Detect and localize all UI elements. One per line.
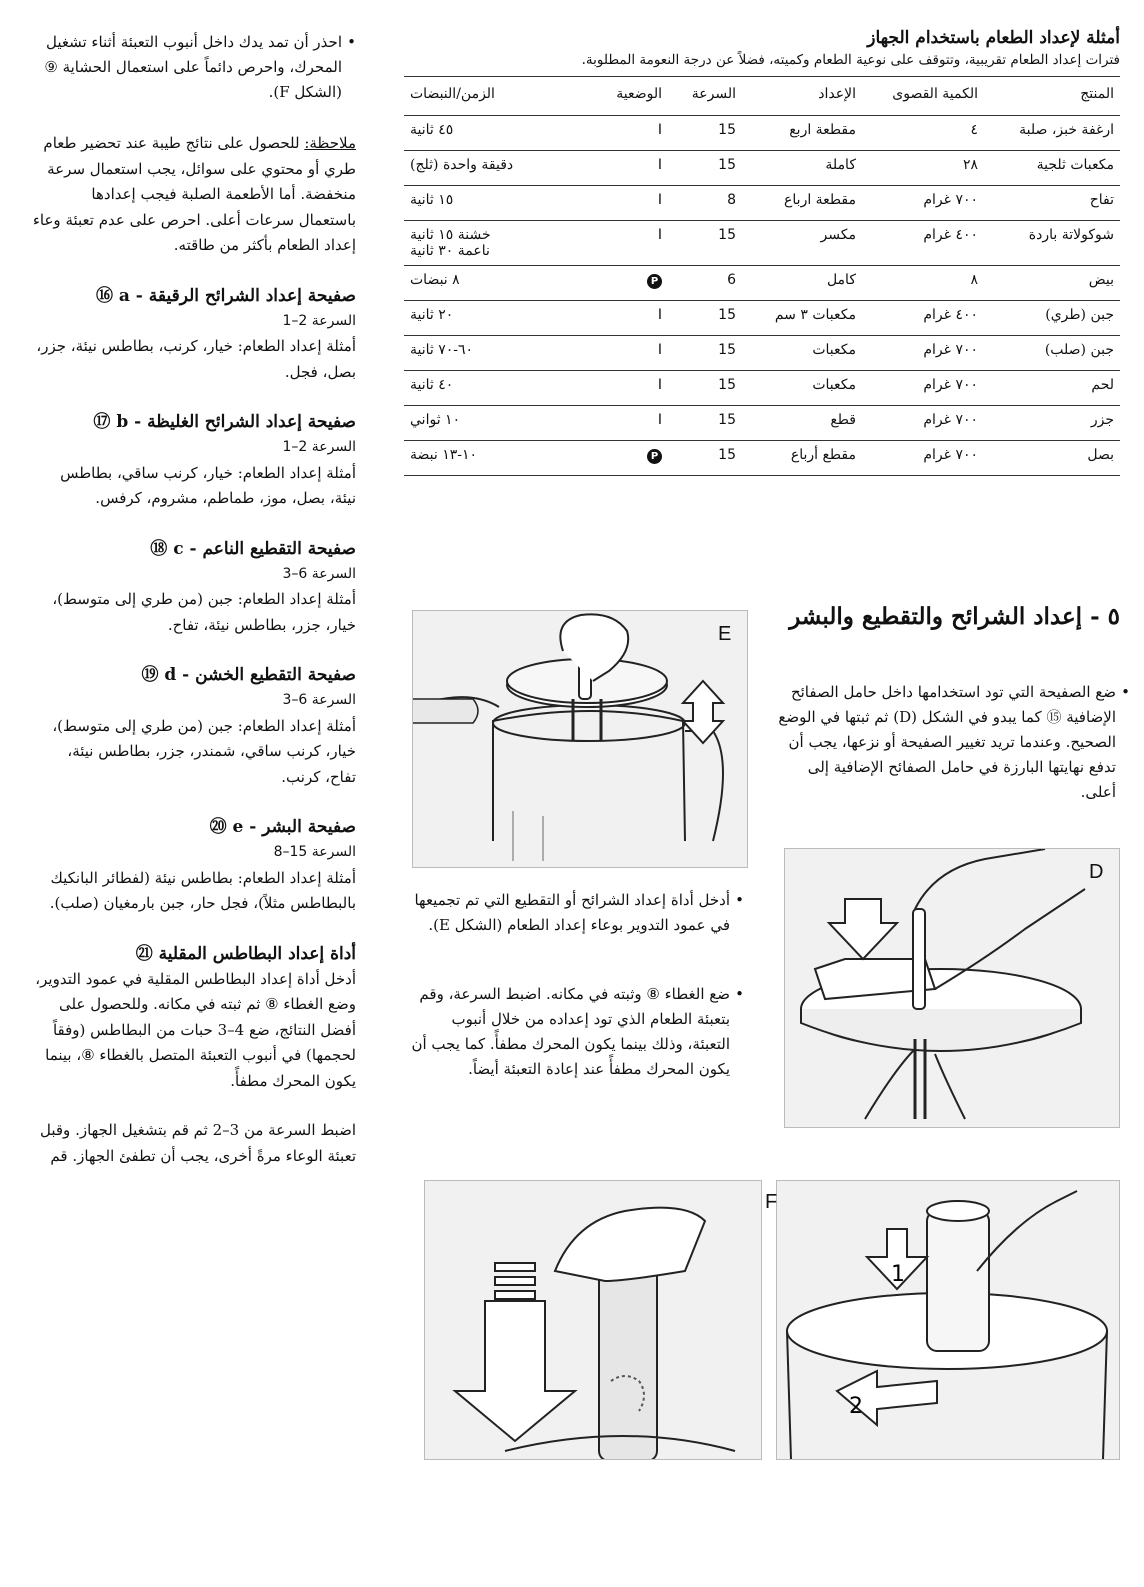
- header-product: المنتج: [984, 77, 1120, 116]
- cell-product: بيض: [984, 266, 1120, 301]
- cell-max-qty: ٧٠٠ غرام: [862, 186, 984, 221]
- cell-prep: مكعبات ٣ سم: [742, 301, 862, 336]
- disc-c-examples: أمثلة إعداد الطعام: جبن (من طري إلى متوسط)، خيار، جزر، بطاطس نيئة، تفاح.: [52, 590, 356, 634]
- pulse-position-icon: P: [647, 449, 662, 464]
- cell-product: ارغفة خبز، صلبة: [984, 116, 1120, 151]
- disc-d-examples: أمثلة إعداد الطعام: جبن (من طري إلى متوسط)، خيار، كرنب ساقي، شمندر، جزر، بطاطس نيئة، تفاح، كرنب.: [52, 716, 356, 786]
- cell-prep: مقطعة اربع: [742, 116, 862, 151]
- disc-d-speed: السرعة 6–3: [282, 692, 356, 708]
- cell-speed: 15: [668, 371, 742, 406]
- disc-a-title: صفيحة إعداد الشرائح الرقيقة - a ⑯: [95, 285, 356, 306]
- section-5-title: ٥ - إعداد الشرائح والتقطيع والبشر: [789, 603, 1120, 630]
- cell-time: دقيقة واحدة (ثلج): [404, 151, 590, 186]
- cell-time: ٤٠ ثانية: [404, 371, 590, 406]
- cell-position: [590, 116, 668, 151]
- disc-b-speed: السرعة 2–1: [282, 439, 356, 455]
- figure-f-right-illustration: [777, 1181, 1119, 1459]
- table-title: أمثلة لإعداد الطعام باستخدام الجهاز: [867, 28, 1120, 48]
- disc-c-speed: السرعة 6–3: [282, 565, 356, 582]
- cell-product: جبن (طري): [984, 301, 1120, 336]
- figure-e: [412, 610, 748, 868]
- cell-product: جزر: [984, 406, 1120, 441]
- on-position-icon: I: [657, 412, 662, 428]
- cell-max-qty: ٧٠٠ غرام: [862, 371, 984, 406]
- table-row: [404, 336, 1120, 371]
- on-position-icon: I: [657, 307, 662, 323]
- cell-prep: مكعبات: [742, 371, 862, 406]
- disc-b-examples: أمثلة إعداد الطعام: خيار، كرنب ساقي، بطاطس نيئة، بصل، موز، طماطم، مشروم، كرفس.: [60, 463, 356, 507]
- cell-speed: 15: [668, 116, 742, 151]
- cell-position: [590, 336, 668, 371]
- disc-c-title: صفيحة التقطيع الناعم - c ⑱: [150, 538, 356, 559]
- figure-d-illustration: [785, 849, 1119, 1127]
- cell-max-qty: ٤٠٠ غرام: [862, 221, 984, 266]
- cell-product: لحم: [984, 371, 1120, 406]
- disc-e-speed: السرعة 15–8: [273, 844, 356, 860]
- cell-max-qty: ٤٠٠ غرام: [862, 301, 984, 336]
- cell-position: [590, 221, 668, 266]
- cell-time-line-2: ناعمة ٣٠ ثانية: [410, 243, 490, 259]
- header-time: الزمن/النبضات: [404, 77, 590, 116]
- figure-f-label: F: [765, 1191, 778, 1213]
- note-text: للحصول على نتائج طيبة عند تحضير طعام طري أو محتوي على سوائل، يجب استعمال سرعة منخفضة. أما الأطعمة الصلبة فيجب إعدادها باستعمال سرعات أعلى. احرص على عدم تعبئة وعاء إعداد الطعام بأكثر من طاقته.: [32, 134, 356, 254]
- cell-speed: 15: [668, 301, 742, 336]
- food-prep-table-block: [404, 28, 1120, 476]
- header-position: الوضعية: [590, 77, 668, 116]
- figure-f-right-panel: [765, 1180, 1120, 1460]
- table-header-row: [404, 77, 1120, 116]
- table-intro: فترات إعداد الطعام تقريبية، وتتوقف على نوعية الطعام وكميته، فضلاً عن درجة النعومة المطلوبة.: [581, 52, 1120, 68]
- note-label: ملاحظة:: [304, 134, 356, 152]
- cell-time: ٦٠-٧٠ ثانية: [404, 336, 590, 371]
- cell-time: ٤٥ ثانية: [404, 116, 590, 151]
- cell-time: [404, 221, 590, 266]
- cell-max-qty: ٧٠٠ غرام: [862, 441, 984, 476]
- header-max-qty: الكمية القصوى: [862, 77, 984, 116]
- figure-f-left-illustration: [425, 1181, 761, 1459]
- cell-max-qty: ٧٠٠ غرام: [862, 336, 984, 371]
- figure-f-arrow-2-label: 2: [849, 1394, 863, 1419]
- table-row: [404, 151, 1120, 186]
- cell-speed: 15: [668, 221, 742, 266]
- table-row: [404, 406, 1120, 441]
- cell-prep: كاملة: [742, 151, 862, 186]
- fig-e-bullet-2: • ضع الغطاء ⑧ وثبته في مكانه. اضبط السرعة، وقم بتعبئة الطعام الذي تود إعداده من خلال أنبوب التعبئة، وذلك بينما يكون المحرك مطفأً. كما يجب أن يكون المحرك مطفأً عند إعادة التعبئة أيضاً.: [410, 982, 730, 1082]
- header-speed: السرعة: [668, 77, 742, 116]
- cell-speed: 15: [668, 406, 742, 441]
- table-row: [404, 116, 1120, 151]
- cell-position: [590, 186, 668, 221]
- section-5-bullet-1: • ضع الصفيحة التي تود استخدامها داخل حامل الصفائح الإضافية ⑮ كما يبدو في الشكل (D) ثم ثبتها في الوضع الصحيح. وعندما تريد تغيير الصفيحة أو نزعها، يجب أن تدفع نهايتها البارزة في حامل الصفائح الإضافية إلى أعلى.: [770, 680, 1116, 805]
- fig-e-bullet-1: • أدخل أداة إعداد الشرائح أو التقطيع التي تم تجميعها في عمود التدوير بوعاء إعداد الطعام (الشكل E).: [410, 888, 730, 938]
- cell-product: مكعبات ثلجية: [984, 151, 1120, 186]
- figure-f-arrow-1-label: 1: [891, 1262, 905, 1287]
- cell-position: [590, 151, 668, 186]
- on-position-icon: I: [657, 377, 662, 393]
- cell-time-line-1: خشنة ١٥ ثانية: [410, 227, 491, 243]
- cell-product: شوكولاتة باردة: [984, 221, 1120, 266]
- cell-position: [590, 301, 668, 336]
- cell-position: [590, 406, 668, 441]
- on-position-icon: I: [657, 227, 662, 243]
- cell-prep: مقطعة ارباع: [742, 186, 862, 221]
- table-row: [404, 301, 1120, 336]
- cell-prep: مكعبات: [742, 336, 862, 371]
- cell-product: بصل: [984, 441, 1120, 476]
- cell-product: تفاح: [984, 186, 1120, 221]
- disc-a-examples: أمثلة إعداد الطعام: خيار، كرنب، بطاطس نيئة، جزر، بصل، فجل.: [36, 337, 356, 381]
- figure-e-illustration: [413, 611, 747, 867]
- cell-time: ١٥ ثانية: [404, 186, 590, 221]
- cell-product: جبن (صلب): [984, 336, 1120, 371]
- note-paragraph: [32, 131, 356, 259]
- cell-time: ٨ نبضات: [404, 266, 590, 301]
- on-position-icon: I: [657, 342, 662, 358]
- disc-b-title: صفيحة إعداد الشرائح الغليظة - b ⑰: [93, 412, 356, 432]
- cell-prep: كامل: [742, 266, 862, 301]
- header-prep: الإعداد: [742, 77, 862, 116]
- cell-prep: مكسر: [742, 221, 862, 266]
- fries-title: أداة إعداد البطاطس المقلية ㉑: [135, 943, 356, 964]
- food-prep-table: [404, 76, 1120, 476]
- cell-max-qty: ٤: [862, 116, 984, 151]
- cell-position: [590, 266, 668, 301]
- on-position-icon: I: [657, 192, 662, 208]
- cell-speed: 15: [668, 336, 742, 371]
- cell-max-qty: ٢٨: [862, 151, 984, 186]
- table-row: [404, 221, 1120, 266]
- disc-d-title: صفيحة التقطيع الخشن - d ⑲: [141, 665, 356, 685]
- disc-a-speed: السرعة 2–1: [282, 312, 356, 329]
- table-row: [404, 186, 1120, 221]
- cell-position: [590, 441, 668, 476]
- left-column: [32, 30, 356, 1169]
- cell-prep: مقطع أرباع: [742, 441, 862, 476]
- table-row: [404, 441, 1120, 476]
- cell-max-qty: ٨: [862, 266, 984, 301]
- figure-f-left-panel: [424, 1180, 762, 1460]
- warning-bullet: • احذر أن تمد يدك داخل أنبوب التعبئة أثناء تشغيل المحرك، واحرص دائماً على استعمال الحشاية ⑨ (الشكل F).: [32, 30, 342, 105]
- cell-speed: 6: [668, 266, 742, 301]
- fries-text: أدخل أداة إعداد البطاطس المقلية في عمود التدوير، وضع الغطاء ⑧ ثم ثبته في مكانه. وللحصول على أفضل النتائج، ضع 4–3 حبات من البطاطس (وفقاً لحجمها) في أنبوب التعبئة المتصل بالغطاء ⑧، بينما يكون المحرك مطفأً.: [35, 969, 356, 1090]
- figure-e-label: E: [718, 623, 732, 645]
- cell-time: ١٠ ثواني: [404, 406, 590, 441]
- cell-prep: قطع: [742, 406, 862, 441]
- cell-speed: 8: [668, 186, 742, 221]
- fries-text-2: اضبط السرعة من 3–2 ثم قم بتشغيل الجهاز. وقبل تعبئة الوعاء مرةً أخرى، يجب أن تطفئ الجهاز. قم: [40, 1121, 356, 1165]
- cell-max-qty: ٧٠٠ غرام: [862, 406, 984, 441]
- table-row: [404, 266, 1120, 301]
- figure-d-label: D: [1089, 861, 1104, 883]
- on-position-icon: I: [657, 157, 662, 173]
- pulse-position-icon: P: [647, 274, 662, 289]
- table-row: [404, 371, 1120, 406]
- cell-speed: 15: [668, 151, 742, 186]
- cell-time: ٢٠ ثانية: [404, 301, 590, 336]
- cell-speed: 15: [668, 441, 742, 476]
- disc-e-title: صفيحة البشر - e ⑳: [209, 817, 356, 837]
- figure-d: [784, 848, 1120, 1128]
- cell-position: [590, 371, 668, 406]
- cell-time: ١٠-١٣ نبضة: [404, 441, 590, 476]
- on-position-icon: I: [657, 122, 662, 138]
- disc-e-examples: أمثلة إعداد الطعام: بطاطس نيئة (لفطائر البانكيك بالبطاطس مثلاً)، فجل حار، جبن بارمغيان (صلب).: [49, 868, 356, 912]
